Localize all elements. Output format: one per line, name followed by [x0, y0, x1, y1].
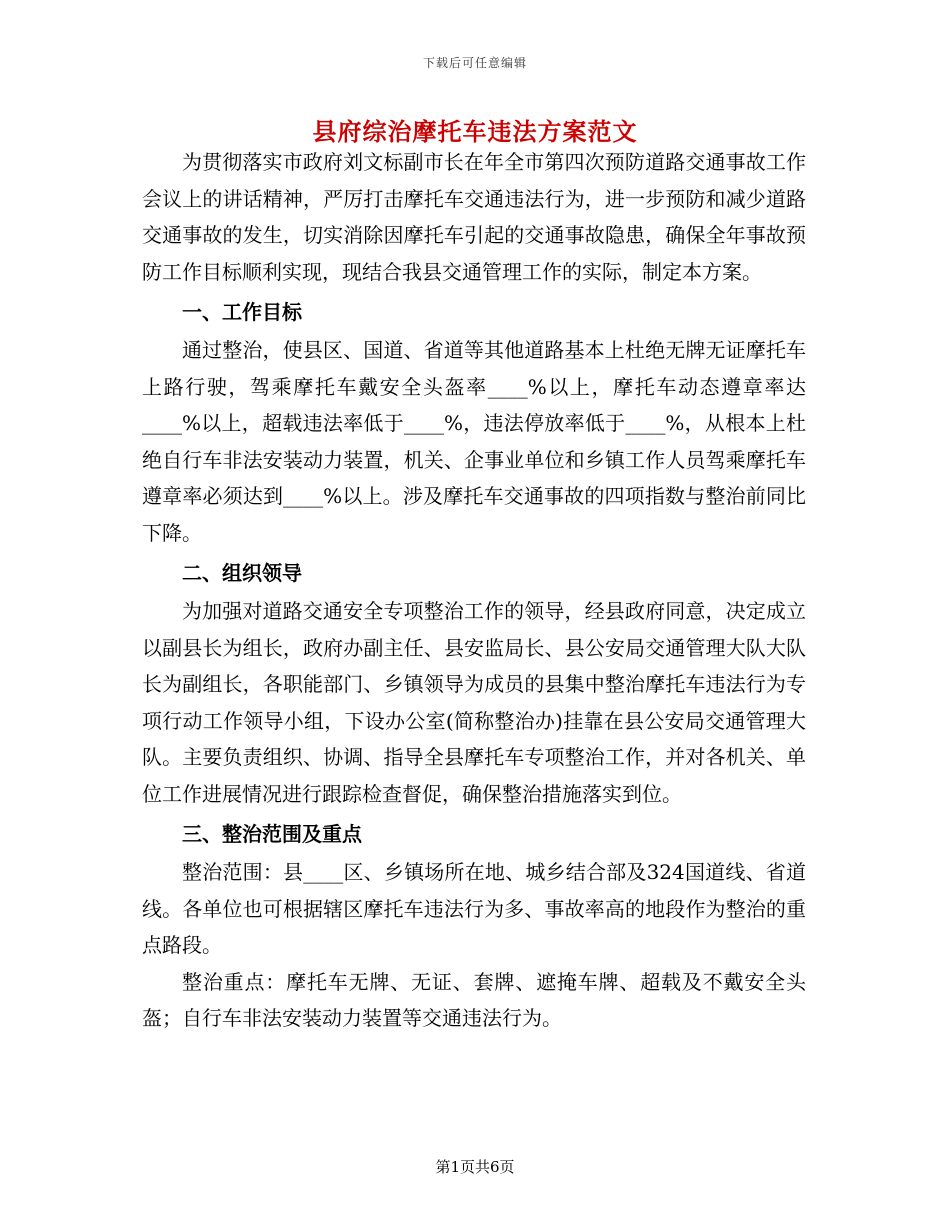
page-number: 第1页共6页 — [435, 1158, 515, 1176]
section-heading-goals: 一、工作目标 — [182, 300, 302, 324]
document-title: 县府综治摩托车违法方案范文 — [312, 118, 638, 146]
section-paragraph: 整治范围：县____区、乡镇场所在地、城乡结合部及324国道线、省道线。各单位也可根据辖区摩托车违法行为多、事故率高的地段作为整治的重点路段。 — [142, 860, 806, 957]
header-note: 下载后可任意编辑 — [422, 56, 527, 70]
section-paragraph: 通过整治，使县区、国道、省道等其他道路基本上杜绝无牌无证摩托车上路行驶，驾乘摩托车戴安全头盔率____%以上，摩托车动态遵章率达____%以上，超载违法率低于____%，违法停放率低于____%，从根本上杜绝自行车非法安装动力装置，机关、企事业单位和乡镇工作人员驾乘摩托车遵章率必须达到____%以上。涉及摩托车交通事故的四项指数与整治前同比下降。 — [142, 338, 806, 545]
section-heading-scope: 三、整治范围及重点 — [182, 822, 362, 846]
document-body — [142, 144, 806, 1037]
section-paragraph: 整治重点：摩托车无牌、无证、套牌、遮掩车牌、超载及不戴安全头盔；自行车非法安装动力装置等交通违法行为。 — [142, 969, 806, 1030]
section-paragraph: 为加强对道路交通安全专项整治工作的领导，经县政府同意，决定成立以副县长为组长，政府办副主任、县安监局长、县公安局交通管理大队大队长为副组长，各职能部门、乡镇领导为成员的县集中整治摩托车违法行为专项行动工作领导小组，下设办公室(简称整治办)挂靠在县公安局交通管理大队。主要负责组织、协调、指导全县摩托车专项整治工作，并对各机关、单位工作进展情况进行跟踪检查督促，确保整治措施落实到位。 — [142, 599, 806, 806]
section-heading-leadership: 二、组织领导 — [182, 561, 302, 585]
intro-paragraph: 为贯彻落实市政府刘文标副市长在年全市第四次预防道路交通事故工作会议上的讲话精神，严厉打击摩托车交通违法行为，进一步预防和减少道路交通事故的发生，切实消除因摩托车引起的交通事故隐患，确保全年事故预防工作目标顺利实现，现结合我县交通管理工作的实际，制定本方案。 — [142, 150, 806, 284]
